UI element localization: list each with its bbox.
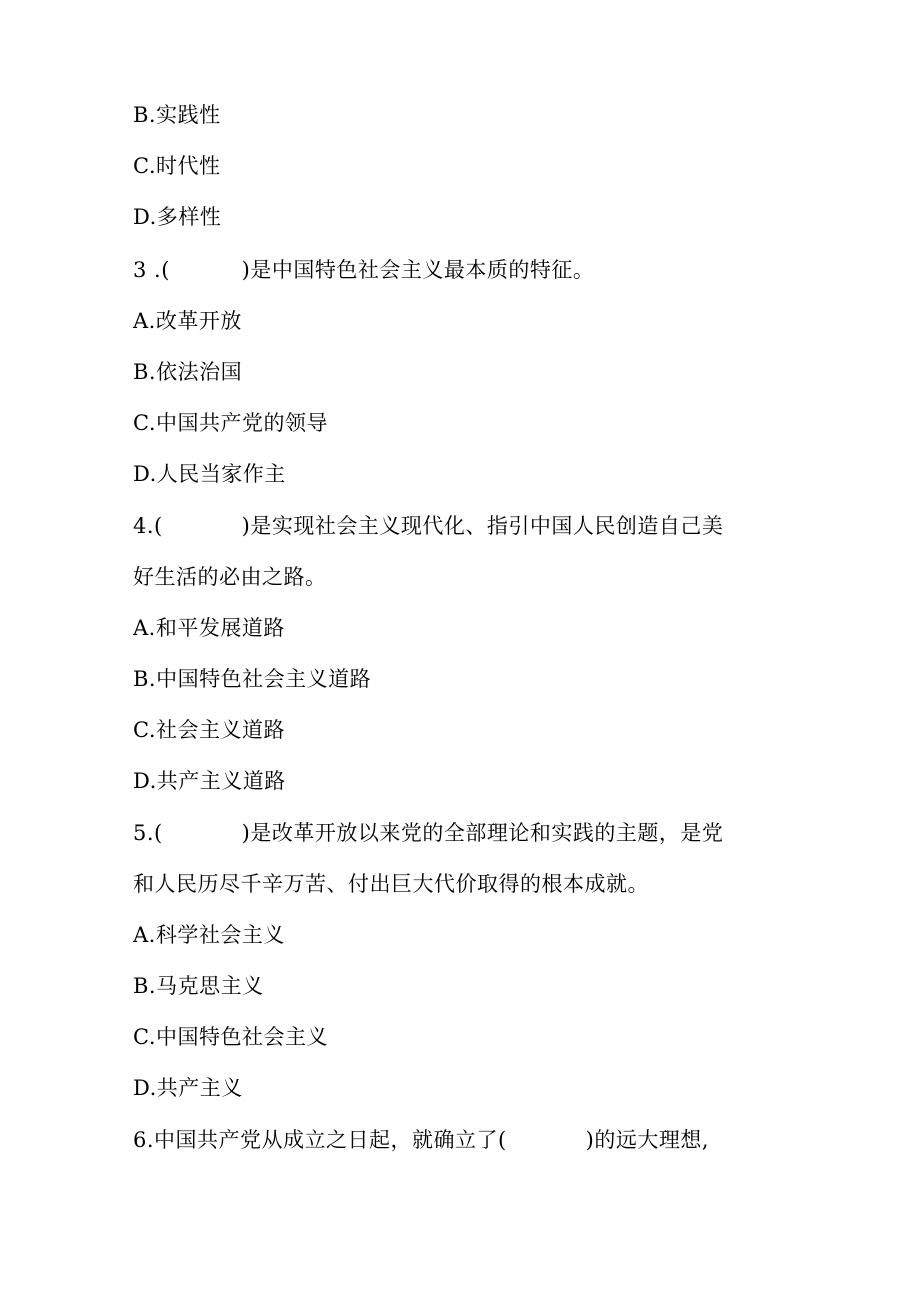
q3-option-d: D.人民当家作主 — [133, 462, 286, 486]
q3-option-b: B.依法治国 — [133, 360, 243, 384]
q3-option-c: C.中国共产党的领导 — [133, 411, 328, 435]
q4-option-a: A.和平发展道路 — [133, 616, 285, 640]
question-4-line-2: 好生活的必由之路。 — [133, 565, 327, 589]
q4-option-c: C.社会主义道路 — [133, 718, 285, 742]
option-b-practicality: B.实践性 — [133, 103, 221, 127]
q5-option-d: D.共产主义 — [133, 1076, 243, 1100]
q5-option-b: B.马克思主义 — [133, 974, 264, 998]
question-3: 3 .( )是中国特色社会主义最本质的特征。 — [133, 258, 595, 282]
q4-option-b: B.中国特色社会主义道路 — [133, 667, 372, 691]
q5-option-c: C.中国特色社会主义 — [133, 1025, 328, 1049]
q5-option-a: A.科学社会主义 — [133, 923, 285, 947]
q3-option-a: A.改革开放 — [133, 309, 242, 333]
q4-option-d: D.共产主义道路 — [133, 769, 286, 793]
option-d-diversity: D.多样性 — [133, 205, 222, 229]
option-c-timeliness: C.时代性 — [133, 154, 221, 178]
question-6-line-1: 6.中国共产党从成立之日起，就确立了( )的远大理想, — [133, 1128, 710, 1152]
question-5-line-2: 和人民历尽千辛万苦、付出巨大代价取得的根本成就。 — [133, 872, 649, 896]
question-5-line-1: 5.( )是改革开放以来党的全部理论和实践的主题，是党 — [133, 821, 724, 845]
question-4-line-1: 4.( )是实现社会主义现代化、指引中国人民创造自己美 — [133, 514, 724, 538]
